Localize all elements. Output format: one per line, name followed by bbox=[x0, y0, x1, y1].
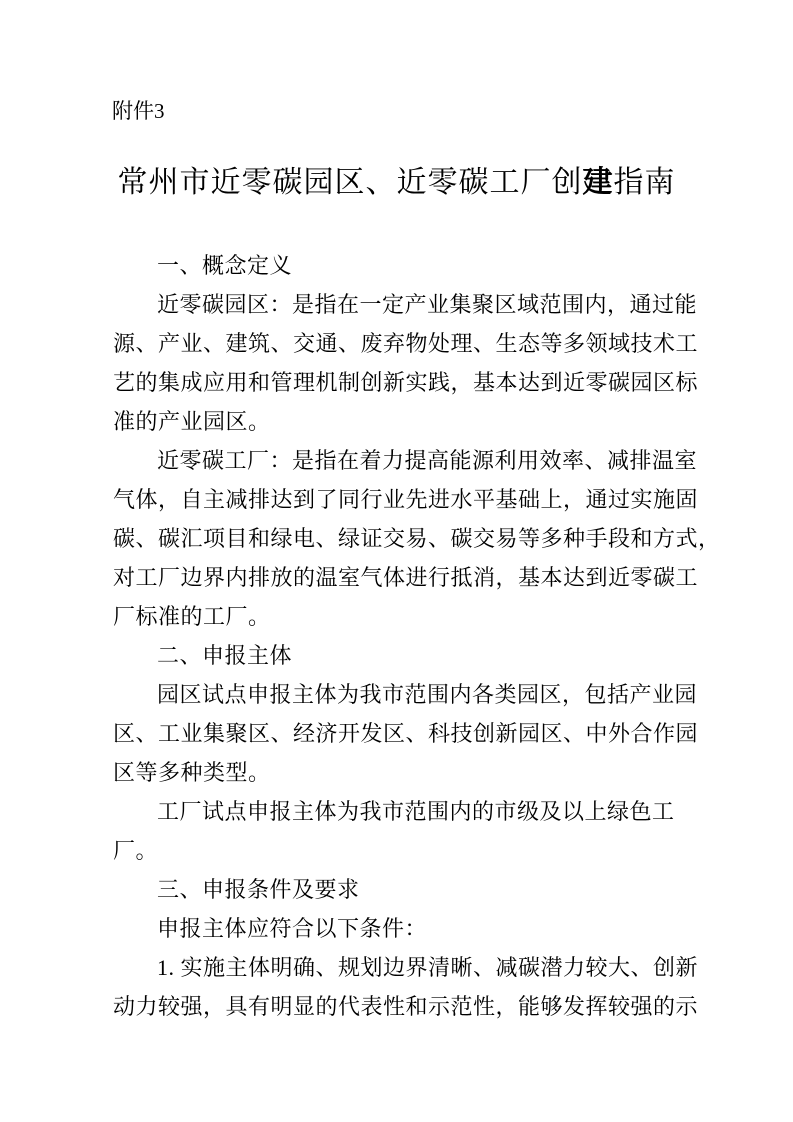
paragraph-line: 近零碳工厂：是指在着力提高能源利用效率、减排温室 bbox=[157, 448, 698, 473]
section-heading-line: 三、申报条件及要求 bbox=[157, 877, 360, 902]
title-text: 指南 bbox=[613, 166, 676, 199]
paragraph-line: 厂。 bbox=[113, 838, 159, 863]
document-body bbox=[113, 246, 721, 1026]
paragraph-line: 园区试点申报主体为我市范围内各类园区，包括产业园 bbox=[157, 682, 698, 707]
section-heading-line: 一、概念定义 bbox=[157, 253, 293, 278]
paragraph-line: 区等多种类型。 bbox=[113, 760, 271, 785]
paragraph-line: 近零碳园区：是指在一定产业集聚区域范围内，通过能 bbox=[157, 292, 698, 317]
paragraph-line: 碳、碳汇项目和绿电、绿证交易、碳交易等多种手段和方式， bbox=[113, 526, 721, 551]
paragraph-line: 动力较强，具有明显的代表性和示范性，能够发挥较强的示 bbox=[113, 994, 699, 1019]
paragraph-line: 准的产业园区。 bbox=[113, 409, 271, 434]
attachment-label: 附件3 bbox=[112, 99, 165, 123]
paragraph-line: 对工厂边界内排放的温室气体进行抵消，基本达到近零碳工 bbox=[113, 565, 699, 590]
paragraph-line: 1. 实施主体明确、规划边界清晰、减碳潜力较大、创新 bbox=[157, 955, 699, 980]
section-heading-line: 二、申报主体 bbox=[157, 643, 293, 668]
paragraph-line: 申报主体应符合以下条件： bbox=[157, 916, 428, 941]
paragraph-line: 艺的集成应用和管理机制创新实践，基本达到近零碳园区标 bbox=[113, 370, 699, 395]
paragraph-line: 气体，自主减排达到了同行业先进水平基础上，通过实施固 bbox=[113, 487, 699, 512]
document-title bbox=[0, 162, 793, 204]
paragraph-line: 工厂试点申报主体为我市范围内的市级及以上绿色工 bbox=[157, 799, 675, 824]
title-text: 常州市近零碳园区、近零碳工厂创 bbox=[117, 166, 583, 199]
paragraph-line: 厂标准的工厂。 bbox=[113, 604, 271, 629]
title-text-bold: 建 bbox=[582, 166, 614, 199]
paragraph-line: 源、产业、建筑、交通、废弃物处理、生态等多领域技术工 bbox=[113, 331, 699, 356]
paragraph-line: 区、工业集聚区、经济开发区、科技创新园区、中外合作园 bbox=[113, 721, 699, 746]
